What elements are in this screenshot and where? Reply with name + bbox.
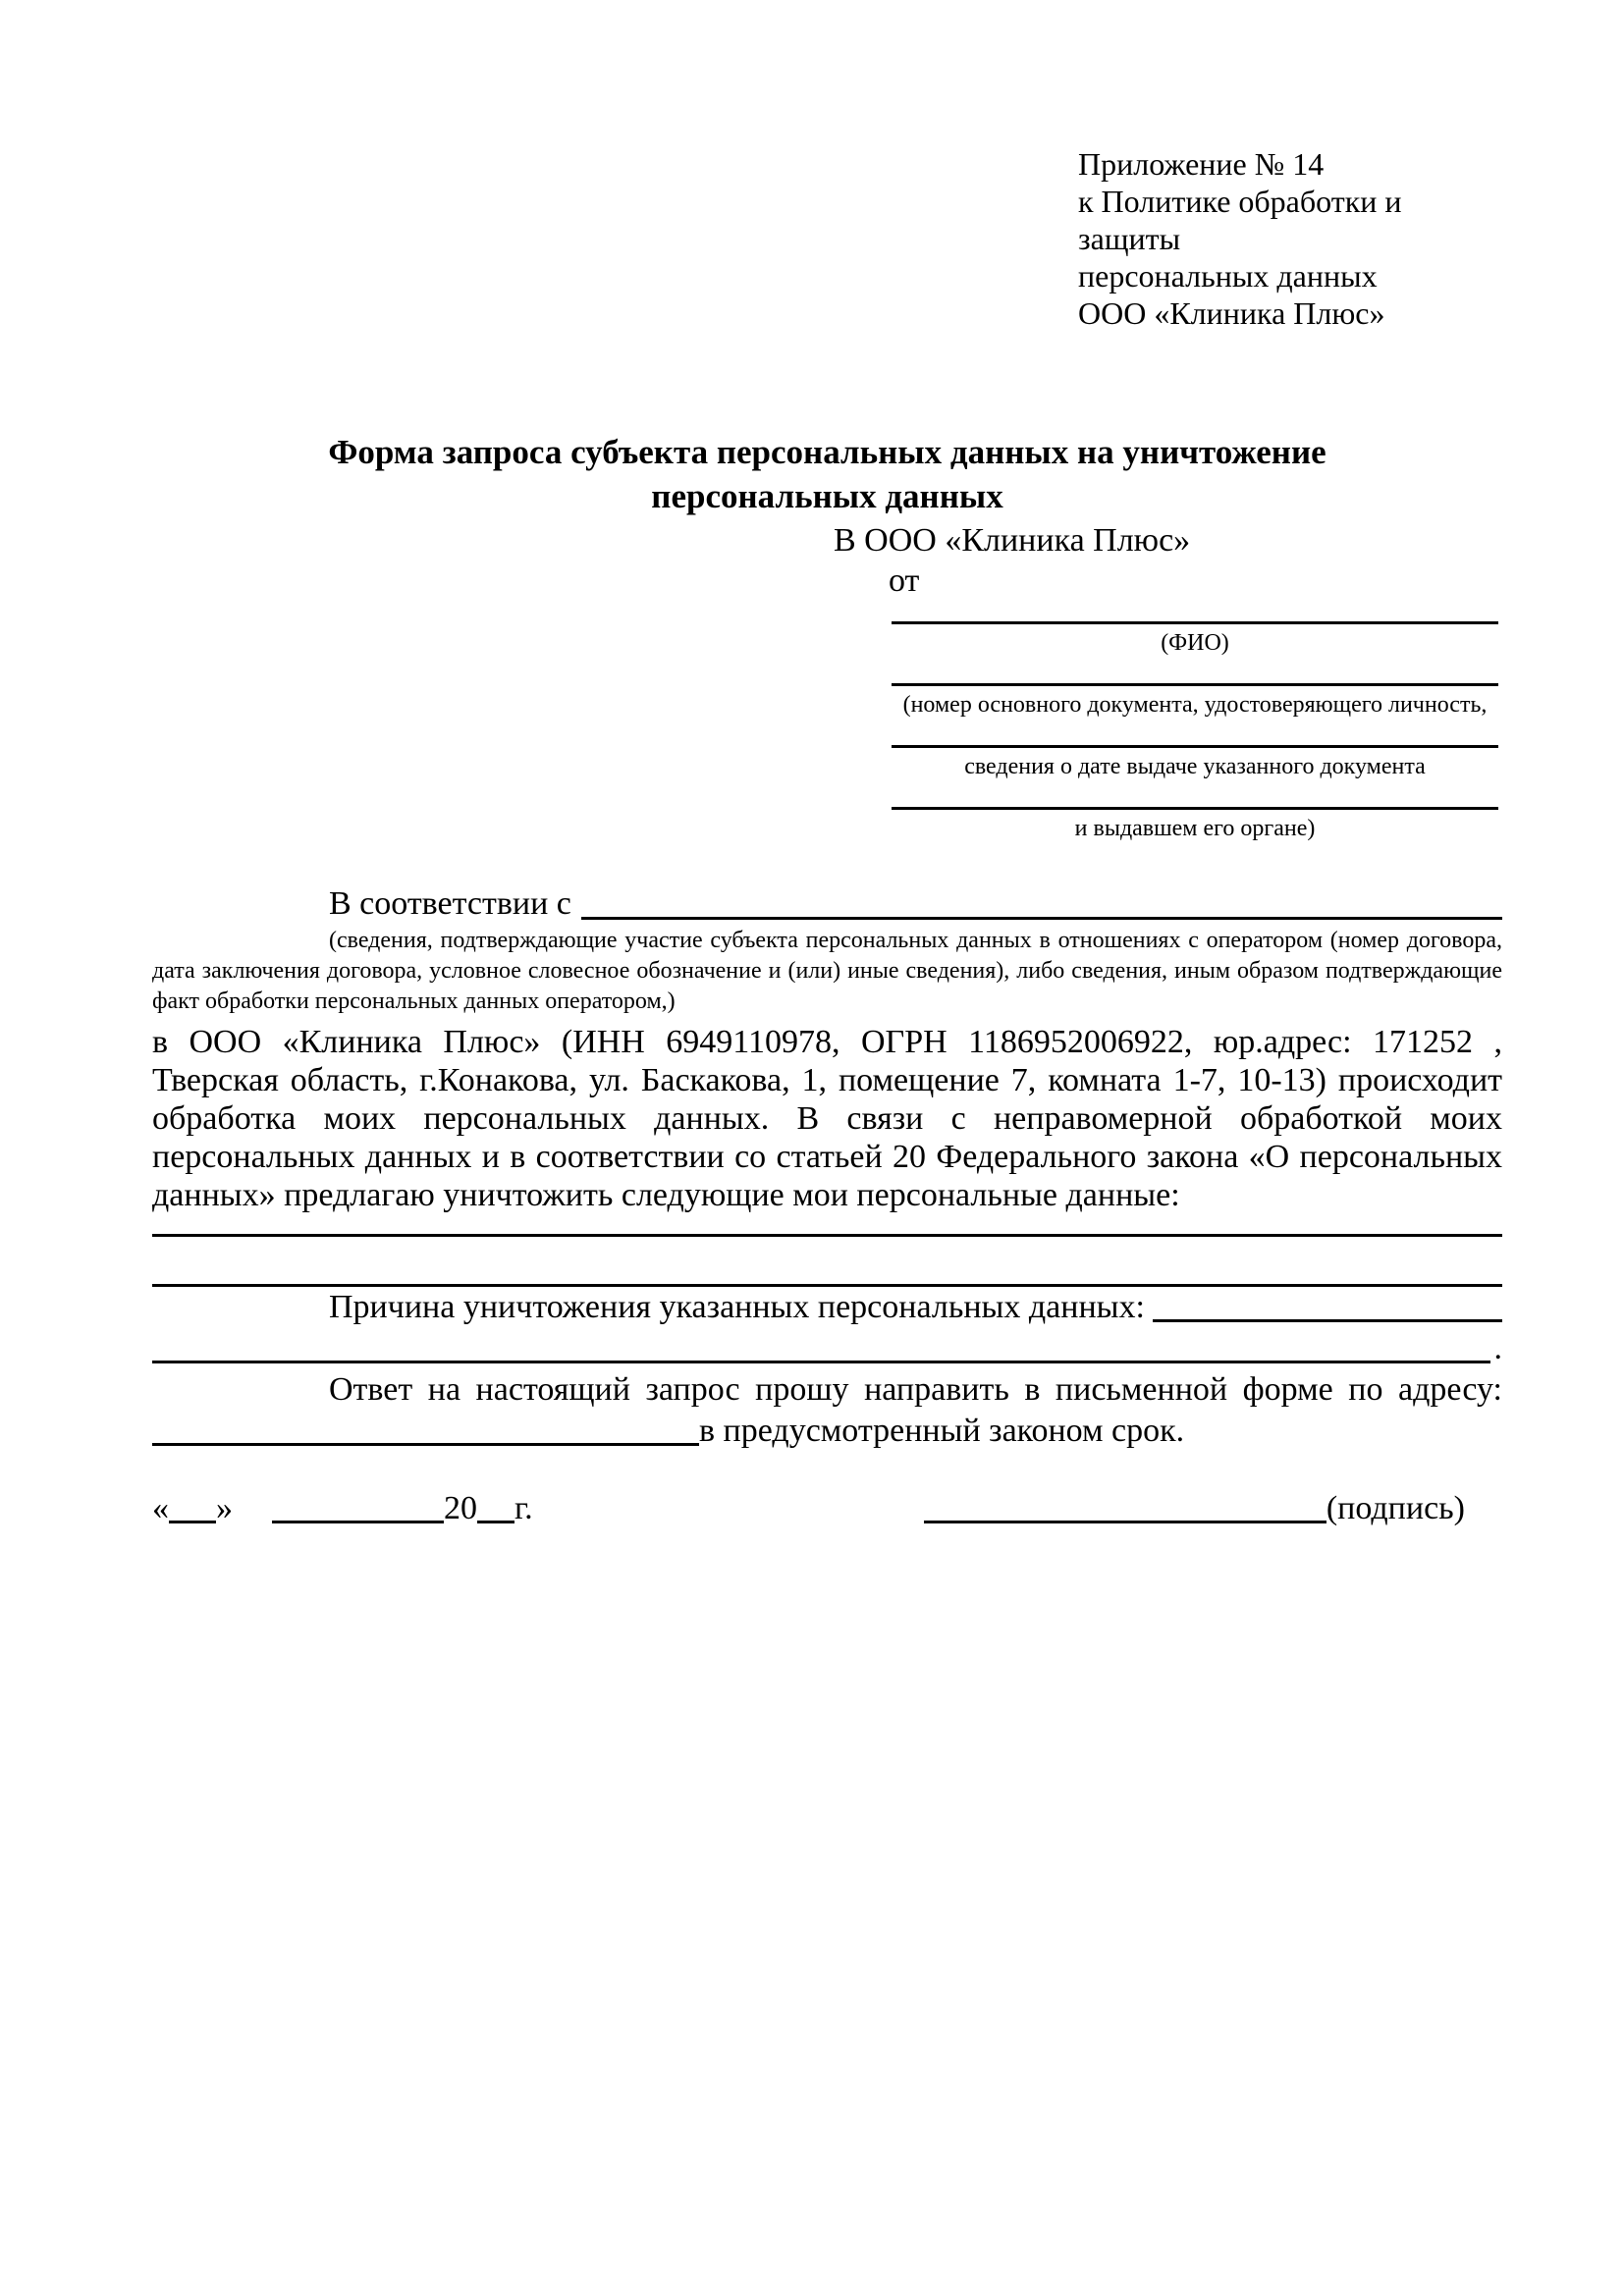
appendix-block [1078, 145, 1502, 332]
field-id-document-number [892, 658, 1498, 720]
requester-fields [892, 600, 1498, 843]
data-blank-line-1 [152, 1214, 1502, 1237]
appendix-line-2: к Политике обработки и защиты [1078, 184, 1402, 256]
document-title: Форма запроса субъекта персональных данных на уничтожение персональных данных [328, 433, 1326, 515]
line-terminator-period: . [1493, 1330, 1502, 1366]
issuing-authority-caption: и выдавшем его органе) [1074, 816, 1316, 841]
signature-caption: (подпись) [1326, 1490, 1465, 1526]
field-fio [892, 600, 1498, 658]
id-document-blank-line [892, 658, 1498, 686]
day-blank-line [169, 1521, 216, 1523]
reason-label: Причина уничтожения указанных персональных данных: [329, 1289, 1145, 1325]
fio-caption: (ФИО) [1161, 630, 1229, 656]
year-blank-line [477, 1521, 514, 1523]
reason-continuation-line [152, 1322, 1490, 1363]
issue-date-blank-line [892, 720, 1498, 748]
id-document-caption: (номер основного документа, удостоверяющего личность, [902, 692, 1488, 718]
fio-blank-line [892, 600, 1498, 624]
data-blank-line-2 [152, 1237, 1502, 1287]
reply-sentence: Ответ на настоящий запрос прошу направить в письменной форме по адресу: [329, 1371, 1502, 1408]
quote-close: » [216, 1490, 233, 1526]
field-issue-date [892, 720, 1498, 781]
month-blank-line [272, 1521, 444, 1523]
accordance-blank-line [581, 877, 1502, 920]
from-label: от [889, 562, 920, 599]
issue-date-caption: сведения о дате выдаче указанного документа [964, 754, 1426, 779]
year-suffix: г. [514, 1490, 533, 1526]
reason-continuation-row [152, 1328, 1502, 1369]
body-paragraph: в ООО «Клиника Плюс» (ИНН 6949110978, ОГРН 1186952006922, юр.адрес: 171252 , Тверская область, г.Конакова, ул. Баскакова, 1, помещение 7, комната 1-7, 10-13) происходит обработка моих персональных данных. В связи с неправомерной обработкой моих персональных данных и в соответствии со статьей 20 Федерального закона «О персональных данных» предлагаю уничтожить следующие мои персональные данные: [152, 1024, 1502, 1213]
appendix-line-3: персональных данных [1078, 258, 1378, 294]
accordance-note: (сведения, подтверждающие участие субъекта персональных данных в отношениях с оператором (номер договора, дата заключения договора, условное словесное обозначение и (или) иные сведения), либо сведения, иным образом подтверждающие факт обработки персональных данных оператором,) [152, 928, 1502, 1014]
issuing-authority-blank-line [892, 781, 1498, 810]
year-prefix: 20 [444, 1490, 477, 1526]
appendix-line-1: Приложение № 14 [1078, 146, 1325, 182]
date-signature-row [152, 1487, 1502, 1530]
addressee-line: В ООО «Клиника Плюс» [834, 522, 1191, 559]
signature-blank-line [924, 1521, 1326, 1523]
accordance-row [152, 882, 1502, 926]
quote-open: « [152, 1490, 169, 1526]
accordance-lead: В соответствии с [329, 885, 571, 922]
reply-tail: в предусмотренный законом срок. [699, 1413, 1185, 1449]
signature-area [924, 1487, 1465, 1530]
appendix-line-4: ООО «Клиника Плюс» [1078, 295, 1385, 331]
reason-blank-line [1153, 1281, 1502, 1322]
date-line [152, 1487, 533, 1530]
field-issuing-authority [892, 781, 1498, 843]
reply-address-row [152, 1411, 1502, 1452]
address-blank-line [152, 1405, 699, 1446]
